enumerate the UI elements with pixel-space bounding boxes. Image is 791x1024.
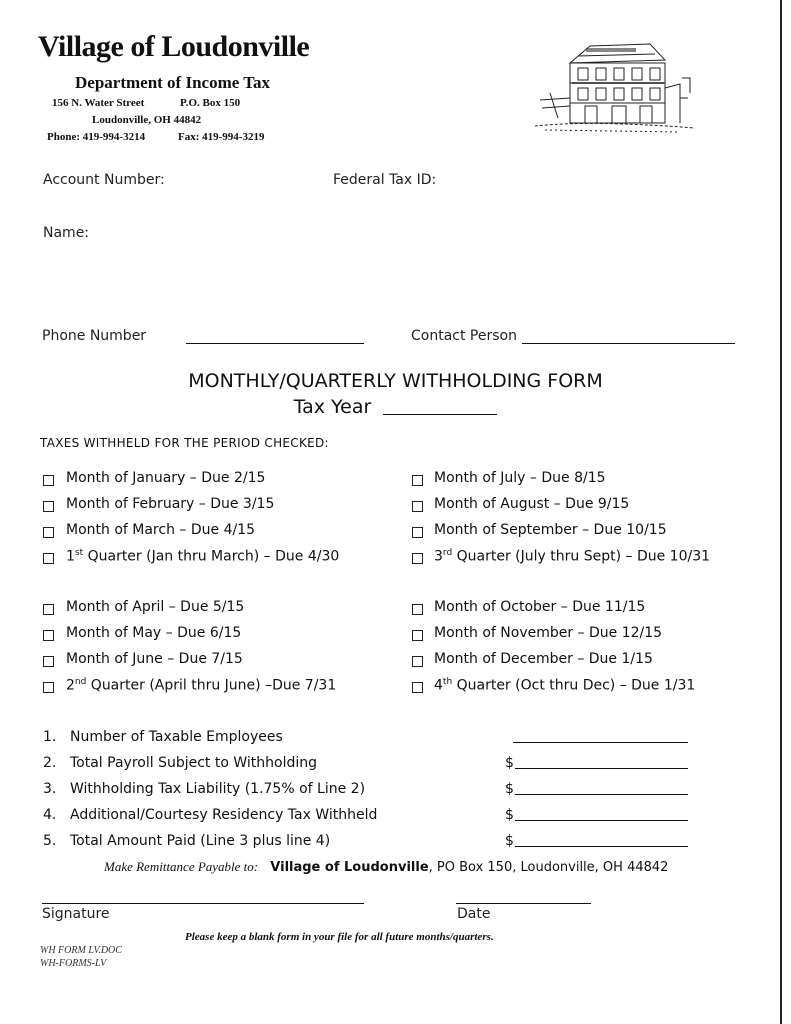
- remittance-info: [104, 859, 668, 875]
- street-address: 156 N. Water Street: [52, 97, 145, 109]
- period-checkbox[interactable]: [412, 501, 423, 512]
- date-field[interactable]: [456, 903, 591, 904]
- period-label: Month of November – Due 12/15: [434, 625, 663, 641]
- line-number: 3.: [43, 781, 57, 797]
- form-title: MONTHLY/QUARTERLY WITHHOLDING FORM: [188, 370, 603, 392]
- period-label: 2nd Quarter (April thru June) –Due 7/31: [66, 677, 337, 694]
- period-label: Month of June – Due 7/15: [66, 651, 243, 667]
- period-label: Month of October – Due 11/15: [434, 599, 646, 615]
- footer-note: Please keep a blank form in your file for all future months/quarters.: [185, 931, 494, 943]
- period-label: Month of March – Due 4/15: [66, 522, 256, 538]
- period-checkbox[interactable]: [43, 604, 54, 615]
- period-label: Month of July – Due 8/15: [434, 470, 606, 486]
- dollar-sign: $: [505, 807, 514, 823]
- remit-prefix: Make Remittance Payable to:: [104, 859, 259, 874]
- dollar-sign: $: [505, 833, 514, 849]
- period-label: Month of January – Due 2/15: [66, 470, 266, 486]
- signature-label: Signature: [42, 906, 110, 922]
- form-id-2: WH-FORMS-LV: [40, 958, 107, 969]
- period-label: 3rd Quarter (July thru Sept) – Due 10/31: [434, 548, 711, 565]
- period-label: Month of April – Due 5/15: [66, 599, 245, 615]
- period-label: Month of May – Due 6/15: [66, 625, 242, 641]
- line-label: Number of Taxable Employees: [70, 729, 283, 745]
- period-checkbox[interactable]: [412, 630, 423, 641]
- line-number: 5.: [43, 833, 57, 849]
- tax-year-row: [0, 396, 791, 418]
- period-checkbox[interactable]: [412, 527, 423, 538]
- period-label: Month of August – Due 9/15: [434, 496, 630, 512]
- period-checkbox[interactable]: [412, 475, 423, 486]
- dollar-sign: $: [505, 781, 514, 797]
- remit-payee: Village of Loudonville: [270, 860, 429, 875]
- form-id-1: WH FORM LV.DOC: [40, 945, 122, 956]
- signature-field[interactable]: [42, 903, 364, 904]
- period-checkbox[interactable]: [412, 656, 423, 667]
- period-label: 4th Quarter (Oct thru Dec) – Due 1/31: [434, 677, 696, 694]
- period-label: 1st Quarter (Jan thru March) – Due 4/30: [66, 548, 340, 565]
- period-label: Month of February – Due 3/15: [66, 496, 275, 512]
- period-instruction: TAXES WITHHELD FOR THE PERIOD CHECKED:: [40, 436, 329, 450]
- phone-number-field[interactable]: [186, 343, 364, 344]
- period-checkbox[interactable]: [43, 501, 54, 512]
- period-label: Month of December – Due 1/15: [434, 651, 653, 667]
- line-label: Total Amount Paid (Line 3 plus line 4): [70, 833, 331, 849]
- line-label: Withholding Tax Liability (1.75% of Line 2): [70, 781, 366, 797]
- city-state-zip: Loudonville, OH 44842: [92, 114, 202, 126]
- contact-person-field[interactable]: [522, 343, 735, 344]
- period-checkbox[interactable]: [43, 553, 54, 564]
- period-checkbox[interactable]: [412, 553, 423, 564]
- line-number: 2.: [43, 755, 57, 771]
- department-name: Department of Income Tax: [75, 73, 271, 92]
- line-value-field[interactable]: [515, 846, 688, 847]
- period-checkbox[interactable]: [43, 527, 54, 538]
- line-label: Total Payroll Subject to Withholding: [70, 755, 318, 771]
- line-number: 4.: [43, 807, 57, 823]
- federal-tax-id-label: Federal Tax ID:: [333, 172, 437, 188]
- phone-info: Phone: 419-994-3214: [47, 131, 146, 143]
- tax-year-field[interactable]: [383, 414, 497, 415]
- phone-number-label: Phone Number: [42, 328, 147, 344]
- building-illustration: [530, 38, 700, 138]
- period-checkbox[interactable]: [43, 682, 54, 693]
- fax-info: Fax: 419-994-3219: [178, 131, 265, 143]
- name-label: Name:: [43, 225, 90, 241]
- po-box: P.O. Box 150: [180, 97, 241, 109]
- line-value-field[interactable]: [515, 820, 688, 821]
- period-label: Month of September – Due 10/15: [434, 522, 667, 538]
- dollar-sign: $: [505, 755, 514, 771]
- period-checkbox[interactable]: [43, 656, 54, 667]
- page-edge-border: [780, 0, 782, 1024]
- period-checkbox[interactable]: [412, 682, 423, 693]
- date-label: Date: [457, 906, 491, 922]
- account-number-label: Account Number:: [43, 172, 165, 188]
- period-checkbox[interactable]: [412, 604, 423, 615]
- line-label: Additional/Courtesy Residency Tax Withheld: [70, 807, 378, 823]
- period-checkbox[interactable]: [43, 475, 54, 486]
- line-value-field[interactable]: [515, 794, 688, 795]
- contact-person-label: Contact Person: [411, 328, 517, 344]
- page-title: Village of Loudonville: [38, 30, 310, 63]
- remit-address: , PO Box 150, Loudonville, OH 44842: [428, 860, 669, 875]
- line-value-field[interactable]: [515, 768, 688, 769]
- line-value-field[interactable]: [513, 742, 688, 743]
- period-checkbox[interactable]: [43, 630, 54, 641]
- line-number: 1.: [43, 729, 57, 745]
- tax-year-label: Tax Year: [293, 396, 372, 418]
